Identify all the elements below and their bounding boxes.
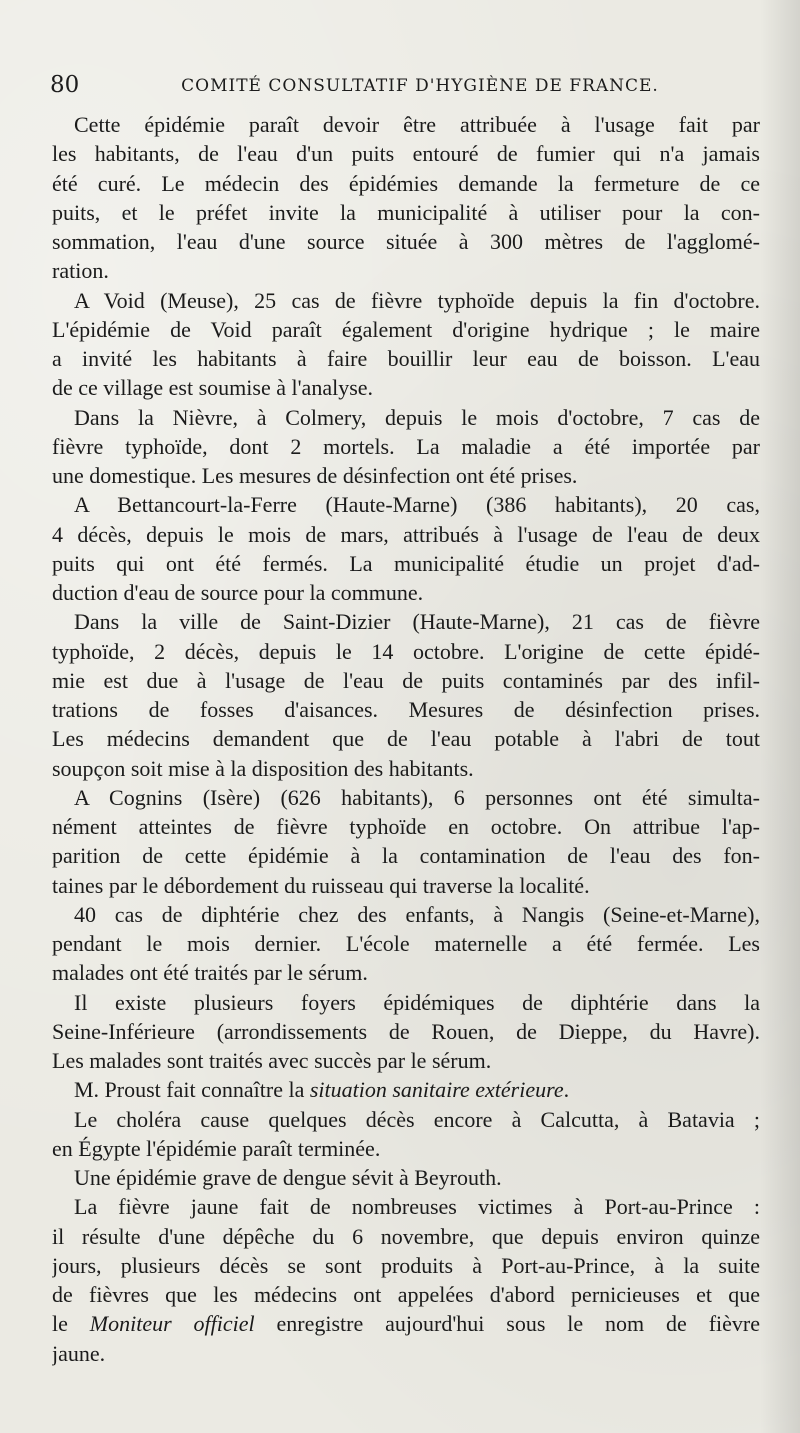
text-run: Dans la ville de Saint-Dizier (Haute-Marne), 21 cas de fièvre bbox=[74, 609, 760, 635]
text-run: Cette épidémie paraît devoir être attribuée à l'usage fait par bbox=[74, 112, 760, 137]
text-line bbox=[52, 286, 760, 315]
text-run: fièvre typhoïde, dont 2 mortels. La maladie a été importée par bbox=[52, 433, 760, 459]
text-run: Dans la Nièvre, à Colmery, depuis le mois d'octobre, 7 cas de bbox=[74, 404, 760, 430]
text-run: 4 décès, depuis le mois de mars, attribués à l'usage de l'eau de deux bbox=[52, 521, 760, 547]
text-line bbox=[52, 1134, 760, 1163]
text-line bbox=[52, 373, 760, 402]
text-run: duction d'eau de source pour la commune. bbox=[52, 580, 424, 605]
text-run: le bbox=[52, 1311, 90, 1337]
text-run: jaune. bbox=[52, 1340, 106, 1366]
text-line bbox=[52, 988, 760, 1017]
text-line bbox=[52, 1251, 760, 1280]
text-run: 40 cas de diphtérie chez des enfants, à Nangis (Seine-et-Marne), bbox=[74, 901, 760, 927]
text-line bbox=[52, 1046, 760, 1075]
text-line bbox=[52, 1339, 760, 1368]
text-run: soupçon soit mise à la disposition des habitants. bbox=[52, 755, 474, 781]
text-line bbox=[52, 1017, 760, 1046]
text-line bbox=[52, 344, 760, 373]
text-line bbox=[52, 1280, 760, 1309]
text-run: Les malades sont traités avec succès par le sérum. bbox=[52, 1048, 492, 1073]
text-line bbox=[52, 139, 760, 168]
italic-text: situation sanitaire extérieure bbox=[309, 1077, 564, 1103]
text-line bbox=[52, 1105, 760, 1134]
text-run: sommation, l'eau d'une source située à 300 mètres de l'agglomé- bbox=[52, 229, 760, 254]
text-block bbox=[52, 110, 760, 1368]
text-line bbox=[52, 1309, 760, 1338]
text-run: les habitants, de l'eau d'un puits entouré de fumier qui n'a jamais bbox=[52, 141, 760, 167]
text-line bbox=[52, 110, 760, 139]
text-run: taines par le débordement du ruisseau qui traverse la localité. bbox=[52, 872, 590, 898]
text-line bbox=[52, 695, 760, 724]
page-edge-shadow bbox=[760, 0, 800, 1433]
text-run: ration. bbox=[52, 258, 109, 284]
text-line bbox=[52, 1192, 760, 1221]
text-run: Le choléra cause quelques décès encore à Calcutta, à Batavia ; bbox=[74, 1106, 760, 1132]
text-line bbox=[52, 578, 760, 607]
text-run: A Cognins (Isère) (626 habitants), 6 personnes ont été simulta- bbox=[74, 784, 760, 810]
text-run: M. Proust fait connaître la bbox=[74, 1077, 310, 1103]
text-line bbox=[52, 607, 760, 636]
text-line bbox=[52, 871, 760, 900]
text-run: L'épidémie de Void paraît également d'origine hydrique ; le maire bbox=[52, 316, 760, 342]
text-line bbox=[52, 900, 760, 929]
page-number: 80 bbox=[50, 72, 80, 98]
text-run: A Bettancourt-la-Ferre (Haute-Marne) (386 habitants), 20 cas, bbox=[74, 492, 760, 518]
text-line bbox=[52, 315, 760, 344]
text-run: de fièvres que les médecins ont appelées d'abord pernicieuses et que bbox=[52, 1282, 760, 1307]
text-run: de ce village est soumise à l'analyse. bbox=[52, 375, 374, 401]
text-line bbox=[52, 1222, 760, 1251]
text-run: typhoïde, 2 décès, depuis le 14 octobre. L'origine de cette épidé- bbox=[52, 638, 760, 664]
text-run: jours, plusieurs décès se sont produits à Port-au-Prince, à la suite bbox=[52, 1252, 760, 1278]
text-line bbox=[52, 841, 760, 870]
text-line bbox=[52, 958, 760, 987]
text-run: malades ont été traités par le sérum. bbox=[52, 960, 368, 986]
text-line bbox=[52, 403, 760, 432]
text-run: A Void (Meuse), 25 cas de fièvre typhoïde depuis la fin d'octobre. bbox=[74, 287, 760, 313]
italic-text: Moniteur officiel bbox=[89, 1311, 255, 1337]
text-run: une domestique. Les mesures de désinfection ont été prises. bbox=[52, 463, 578, 488]
body-text bbox=[52, 110, 760, 1368]
text-run: . bbox=[563, 1077, 570, 1103]
text-run: puits, et le préfet invite la municipalité à utiliser pour la con- bbox=[52, 199, 760, 225]
text-line bbox=[52, 1075, 760, 1104]
text-line bbox=[52, 461, 760, 490]
text-line bbox=[52, 812, 760, 841]
text-line bbox=[52, 198, 760, 227]
text-run: il résulte d'une dépêche du 6 novembre, que depuis environ quinze bbox=[52, 1223, 760, 1249]
text-run: en Égypte l'épidémie paraît terminée. bbox=[52, 1135, 381, 1161]
text-line bbox=[52, 637, 760, 666]
text-line bbox=[52, 549, 760, 578]
text-run: parition de cette épidémie à la contamination de l'eau des fon- bbox=[52, 843, 760, 869]
text-run: nément atteintes de fièvre typhoïde en octobre. On attribue l'ap- bbox=[52, 814, 760, 839]
text-run: pendant le mois dernier. L'école maternelle a été fermée. Les bbox=[52, 931, 760, 956]
text-run: Seine-Inférieure (arrondissements de Rouen, de Dieppe, du Havre). bbox=[52, 1018, 760, 1044]
running-head: COMITÉ CONSULTATIF D'HYGIÈNE DE FRANCE. bbox=[181, 76, 659, 96]
text-line bbox=[52, 432, 760, 461]
text-run: a invité les habitants à faire bouillir leur eau de boisson. L'eau bbox=[52, 346, 760, 371]
text-line bbox=[52, 490, 760, 519]
text-line bbox=[52, 724, 760, 753]
text-run: Une épidémie grave de dengue sévit à Beyrouth. bbox=[74, 1165, 502, 1190]
text-line bbox=[52, 666, 760, 695]
text-line bbox=[52, 1163, 760, 1192]
text-line bbox=[52, 169, 760, 198]
text-line bbox=[52, 783, 760, 812]
text-run: trations de fosses d'aisances. Mesures de désinfection prises. bbox=[52, 697, 760, 722]
text-line bbox=[52, 520, 760, 549]
text-run: été curé. Le médecin des épidémies demande la fermeture de ce bbox=[52, 170, 760, 196]
text-run: Les médecins demandent que de l'eau potable à l'abri de tout bbox=[52, 726, 760, 752]
text-line bbox=[52, 929, 760, 958]
text-run: puits qui ont été fermés. La municipalité étudie un projet d'ad- bbox=[52, 550, 760, 576]
text-line bbox=[52, 227, 760, 256]
text-run: enregistre aujourd'hui sous le nom de fièvre bbox=[254, 1311, 760, 1337]
text-run: mie est due à l'usage de l'eau de puits contaminés par des infil- bbox=[52, 667, 760, 693]
text-run: Il existe plusieurs foyers épidémiques de diphtérie dans la bbox=[74, 989, 760, 1015]
text-run: La fièvre jaune fait de nombreuses victimes à Port-au-Prince : bbox=[74, 1194, 760, 1220]
page-header bbox=[50, 70, 750, 104]
text-line bbox=[52, 256, 760, 285]
text-line bbox=[52, 754, 760, 783]
